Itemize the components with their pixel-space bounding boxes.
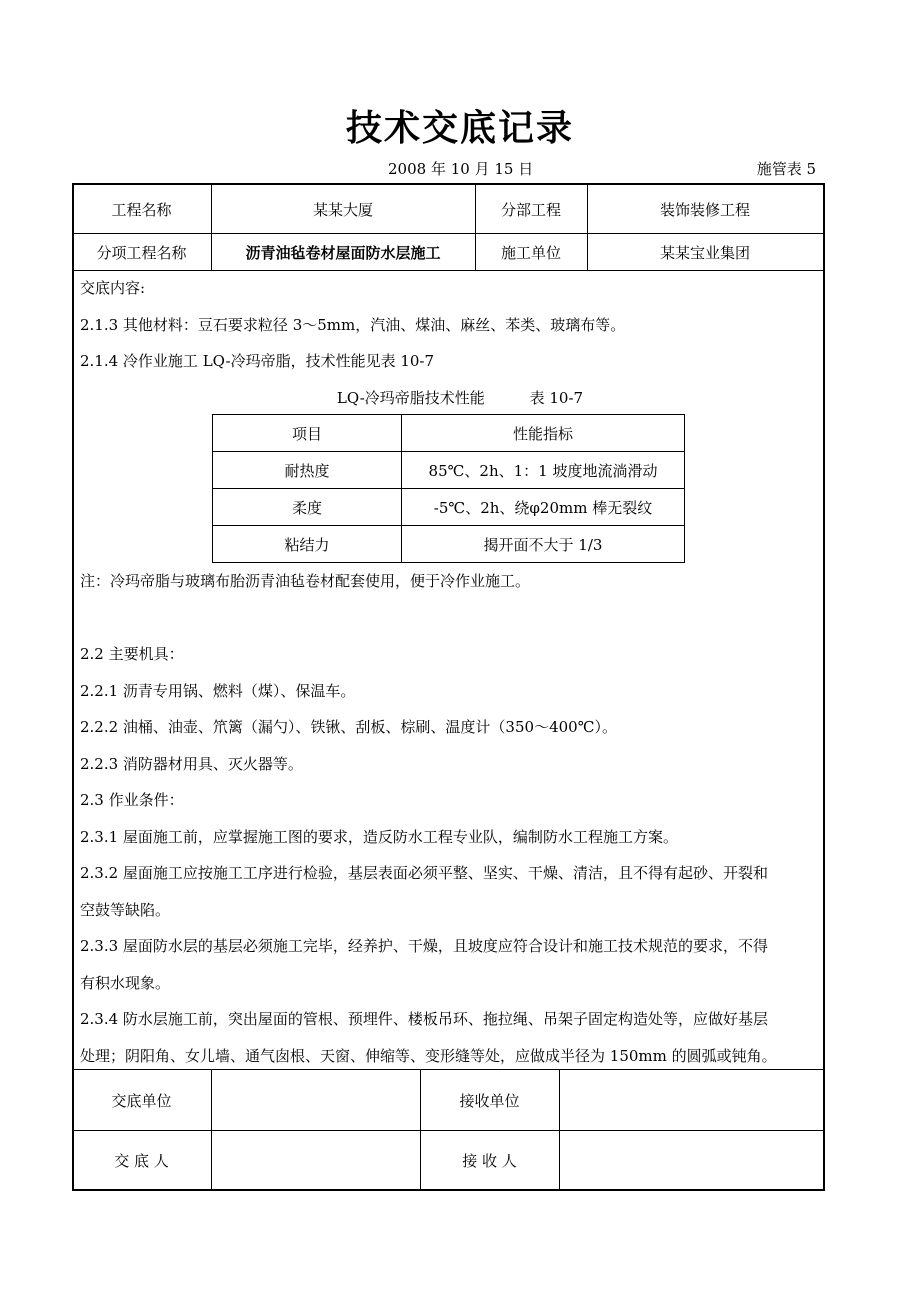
paragraph-2-1-4: 2.1.4 冷作业施工 LQ-冷玛帝脂，技术性能见表 10-7 bbox=[80, 352, 435, 370]
table-row bbox=[213, 489, 685, 526]
paragraph-2-2-2: 2.2.2 油桶、油壶、笊篱（漏勺）、铁锹、刮板、棕刷、温度计（350～400℃）。 bbox=[80, 718, 617, 736]
paragraph-2-2: 2.2 主要机具： bbox=[80, 645, 184, 663]
document-title: 技术交底记录 bbox=[345, 108, 574, 149]
construction-unit-label: 施工单位 bbox=[500, 243, 561, 262]
construction-unit-value: 某某宝业集团 bbox=[659, 243, 750, 262]
project-name-label: 工程名称 bbox=[111, 200, 172, 219]
spec-table-title: LQ-冷玛帝脂技术性能 bbox=[336, 389, 485, 407]
paragraph-2-1-3: 2.1.3 其他材料：豆石要求粒径 3～5mm，汽油、煤油、麻丝、苯类、玻璃布等。 bbox=[80, 315, 626, 334]
paragraph-2-3-2-line2: 空鼓等缺陷。 bbox=[80, 900, 171, 919]
disclose-person-field[interactable] bbox=[211, 1131, 420, 1190]
table-note: 注：冷玛帝脂与玻璃布胎沥青油毡卷材配套使用，便于冷作业施工。 bbox=[80, 572, 531, 590]
disclose-unit-field[interactable] bbox=[211, 1070, 420, 1130]
subitem-name-label: 分项工程名称 bbox=[96, 243, 187, 262]
spec-value: 揭开面不大于 1/3 bbox=[402, 526, 685, 563]
paragraph-2-3-1: 2.3.1 屋面施工前，应掌握施工图的要求，造反防水工程专业队，编制防水工程施工方案。 bbox=[80, 827, 678, 846]
disclose-person-label: 交 底 人 bbox=[114, 1152, 169, 1170]
subitem-name-value: 沥青油毡卷材屋面防水层施工 bbox=[245, 243, 441, 262]
division-label: 分部工程 bbox=[500, 200, 561, 219]
spec-table-number: 表 10-7 bbox=[529, 389, 584, 407]
content-section-note bbox=[80, 563, 820, 600]
paragraph-2-3: 2.3 作业条件： bbox=[80, 791, 184, 809]
paragraph-2-2-1: 2.2.1 沥青专用锅、燃料（煤）、保温车。 bbox=[80, 681, 356, 700]
table-row bbox=[213, 526, 685, 563]
content-heading: 交底内容: bbox=[80, 279, 146, 297]
spec-item: 柔度 bbox=[213, 489, 402, 526]
paragraph-2-3-3-line2: 有积水现象。 bbox=[80, 973, 171, 992]
spec-item: 粘结力 bbox=[213, 526, 402, 563]
spec-table bbox=[212, 414, 685, 563]
content-section-top bbox=[80, 270, 820, 380]
disclose-unit-label: 交底单位 bbox=[111, 1091, 172, 1110]
receive-person-field[interactable] bbox=[559, 1131, 823, 1190]
spec-item: 耐热度 bbox=[213, 452, 402, 489]
receive-person-label: 接 收 人 bbox=[462, 1152, 517, 1170]
form-number: 施管表 5 bbox=[756, 160, 816, 178]
receive-unit-label: 接收单位 bbox=[459, 1091, 520, 1110]
paragraph-2-3-4-line1: 2.3.4 防水层施工前，突出屋面的管根、预埋件、楼板吊环、拖拉绳、吊架子固定构造处等，应做好基层 bbox=[80, 1010, 768, 1028]
document-date: 2008 年 10 月 15 日 bbox=[388, 160, 534, 178]
spec-header-indicator: 性能指标 bbox=[402, 415, 685, 452]
receive-unit-field[interactable] bbox=[559, 1070, 823, 1130]
spec-value: -5℃、2h、绕φ20mm 棒无裂纹 bbox=[402, 489, 685, 526]
spec-table-header-row bbox=[213, 415, 685, 452]
project-name-value: 某某大厦 bbox=[312, 200, 373, 219]
paragraph-2-3-2-line1: 2.3.2 屋面施工应按施工工序进行检验，基层表面必须平整、坚实、干燥、清洁，且不得有起砂、开裂和 bbox=[80, 864, 768, 882]
paragraph-2-3-4-line2: 处理；阴阳角、女儿墙、通气囱根、天窗、伸缩等、变形缝等处，应做成半径为 150mm 的圆弧或钝角。 bbox=[80, 1046, 777, 1065]
spec-header-item: 项目 bbox=[213, 415, 402, 452]
paragraph-2-2-3: 2.2.3 消防器材用具、灭火器等。 bbox=[80, 754, 303, 773]
spec-value: 85℃、2h、1：1 坡度地流淌滑动 bbox=[402, 452, 685, 489]
spec-table-caption bbox=[0, 387, 920, 408]
paragraph-2-3-3-line1: 2.3.3 屋面防水层的基层必须施工完毕，经养护、干燥，且坡度应符合设计和施工技术规范的要求，不得 bbox=[80, 937, 768, 955]
content-section-main bbox=[80, 636, 820, 1074]
division-value: 装饰装修工程 bbox=[659, 200, 750, 219]
table-row bbox=[213, 452, 685, 489]
